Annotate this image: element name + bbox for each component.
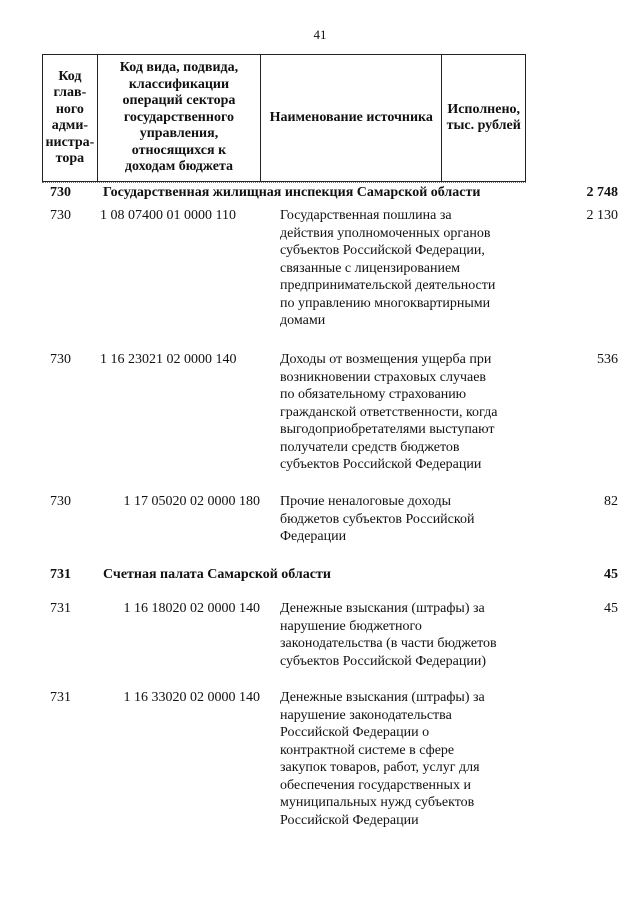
org-name: Государственная жилищная инспекция Самарской области <box>103 185 481 200</box>
source-name: Денежные взыскания (штрафы) за нарушение законодательства Российской Федерации о контрактной системе в сфере закупок товаров, работ, услуг для обеспечения государственных и муниципальных нужд субъектов Российской Федерации <box>280 690 485 828</box>
classification-code: 1 16 23021 02 0000 140 <box>100 352 237 367</box>
source-name: Доходы от возмещения ущерба при возникновении страховых случаев по обязательному страхованию гражданской ответственности, когда выгодоприобретателями выступают получатели средств бюджетов субъектов Российской Федерации <box>280 352 498 472</box>
amount: 82 <box>604 494 618 509</box>
header-admin-code: Код глав- ного адми- нистра- тора <box>43 55 98 181</box>
classification-code: 1 17 05020 02 0000 180 <box>123 494 260 509</box>
admin-code: 730 <box>50 494 71 509</box>
admin-code: 731 <box>50 601 71 616</box>
admin-code: 730 <box>50 185 71 200</box>
admin-code: 730 <box>50 208 71 223</box>
header-divider <box>42 182 526 183</box>
admin-code: 731 <box>50 690 71 705</box>
amount: 45 <box>604 601 618 616</box>
classification-code: 1 16 18020 02 0000 140 <box>123 601 260 616</box>
admin-code: 731 <box>50 567 71 582</box>
header-source-name: Наименование источника <box>261 55 442 181</box>
page-number: 41 <box>313 27 327 42</box>
amount: 536 <box>597 352 618 367</box>
header-amount: Исполнено, тыс. рублей <box>446 101 521 133</box>
classification-code: 1 16 33020 02 0000 140 <box>123 690 260 705</box>
classification-code: 1 08 07400 01 0000 110 <box>100 208 236 223</box>
admin-code: 730 <box>50 352 71 367</box>
source-name: Денежные взыскания (штрафы) за нарушение бюджетного законодательства (в части бюджетов субъектов Российской Федерации) <box>280 601 497 669</box>
source-name: Государственная пошлина за действия уполномоченных органов субъектов Российской Федерации, связанные с лицензированием предпринимательской деятельности по управлению многоквартирными домами <box>280 208 496 328</box>
amount: 2 130 <box>586 208 618 223</box>
header-classification: Код вида, подвида, классификации операций сектора государственного управления, относящихся к доходам бюджета <box>98 55 261 181</box>
table-header <box>42 54 526 182</box>
amount: 2 748 <box>586 185 618 200</box>
source-name: Прочие неналоговые доходы бюджетов субъектов Российской Федерации <box>280 494 475 544</box>
amount: 45 <box>604 567 618 582</box>
org-name: Счетная палата Самарской области <box>103 567 331 582</box>
